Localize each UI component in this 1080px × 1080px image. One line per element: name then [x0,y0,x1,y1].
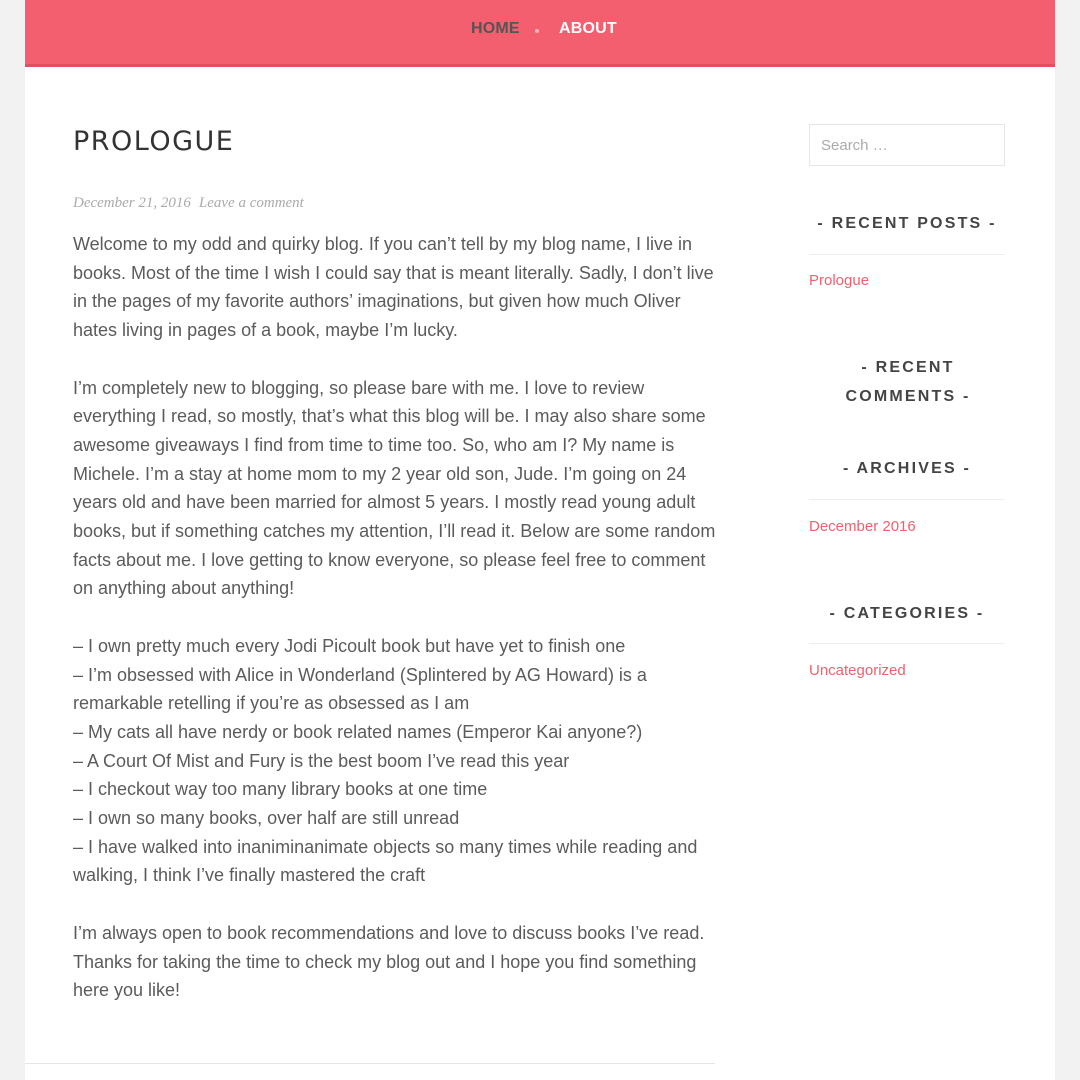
recent-comments-title: - RECENT COMMENTS - [845,359,971,405]
fact-item: – I’m obsessed with Alice in Wonderland (Splintered by AG Howard) is a remarkable retelling if you’re as obsessed as I am [73,664,647,714]
page [25,0,1055,1080]
categories-title: - CATEGORIES - [829,605,985,622]
widget-divider [809,643,1005,644]
widget-divider [809,499,1005,500]
nav-about-link[interactable]: ABOUT [559,20,617,37]
post-divider [25,1063,715,1064]
top-navigation [25,0,1055,67]
recent-posts-title: - RECENT POSTS - [817,215,997,232]
leave-comment-link[interactable]: Leave a comment [198,195,304,211]
fact-item: – A Court Of Mist and Fury is the best boom I’ve read this year [73,750,570,771]
post-title[interactable]: PROLOGUE [73,126,235,157]
facts-list [73,632,718,890]
post-content [73,230,718,1034]
fact-item: – I own so many books, over half are still unread [73,808,460,829]
post-paragraph: Welcome to my odd and quirky blog. If you can’t tell by my blog name, I live in books. Most of the time I wish I could say that is meant literally. Sadly, I don’t live in the pages of my favorite authors’ imaginations, but given how much Oliver hates living in pages of a book, maybe I’m lucky. [73,234,714,341]
nav-home-link[interactable]: HOME [471,20,520,37]
nav-separator-dot [535,29,539,33]
search-input[interactable] [809,124,1005,166]
post-closing-paragraph: I’m always open to book recommendations and love to discuss books I’ve read. Thanks for taking the time to check my blog out and I hope you find something here you like! [73,922,705,1001]
post-paragraph: I’m completely new to blogging, so please bare with me. I love to review everything I read, so mostly, that’s what this blog will be. I may also share some awesome giveaways I find from time to time too. So, who am I? My name is Michele. I’m a stay at home mom to my 2 year old son, Jude. I’m going on 24 years old and have been married for almost 5 years. I mostly read young adult books, but if something catches my attention, I’ll read it. Below are some random facts about me. I love getting to know everyone, so please feel free to comment on anything about anything! [73,377,716,599]
fact-item: – My cats all have nerdy or book related names (Emperor Kai anyone?) [73,721,643,742]
archives-title: - ARCHIVES - [842,460,972,477]
post-date-link[interactable]: December 21, 2016 [73,195,191,211]
category-link[interactable]: Uncategorized [809,662,906,679]
widget-divider [809,254,1005,255]
recent-post-link[interactable]: Prologue [809,272,870,289]
fact-item: – I own pretty much every Jodi Picoult book but have yet to finish one [73,635,626,656]
archive-link[interactable]: December 2016 [809,518,916,535]
fact-item: – I have walked into inaniminanimate objects so many times while reading and walking, I think I’ve finally mastered the craft [73,836,698,886]
fact-item: – I checkout way too many library books at one time [73,779,488,800]
post-meta [73,195,304,212]
